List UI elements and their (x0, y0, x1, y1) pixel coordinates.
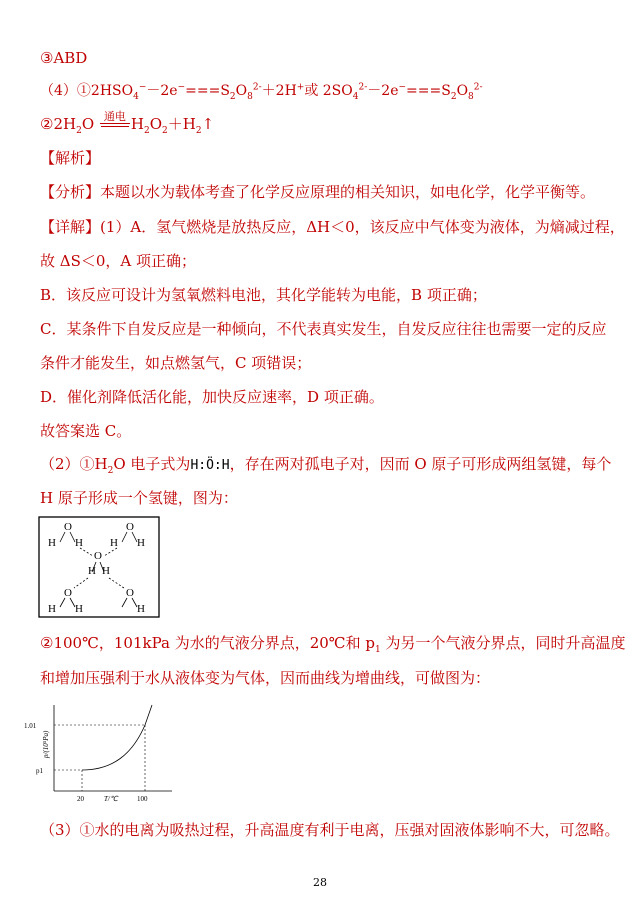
eq-part: ②2H (40, 115, 77, 133)
eq-part: ===S (185, 83, 230, 99)
eq-sup: 2- (358, 82, 368, 93)
text-part: 为另一个气液分界点，同时升高温度 (380, 634, 626, 652)
oxygen-atom: O (126, 587, 134, 599)
answer-line: 故答案选 C。 (40, 422, 132, 440)
hydrogen-atom: H (48, 603, 56, 615)
text-sub: 2 (107, 466, 114, 476)
hydrogen-atom: H (102, 565, 110, 577)
hydrogen-atom: H (75, 537, 83, 549)
detail-line-b: B．该反应可设计为氢氧燃料电池，其化学能转为电能，B 项正确； (40, 286, 487, 304)
eq-sub: 2 (195, 126, 202, 136)
eq-part: O (456, 83, 469, 99)
eq-part: H (130, 115, 144, 133)
page-number: 28 (313, 876, 327, 889)
line-2-equation (40, 81, 483, 101)
text-part: ②100℃，101kPa 为水的气液分界点，20℃和 p (40, 634, 375, 652)
eq-part: O (235, 83, 248, 99)
hydrogen-atom: H (48, 537, 56, 549)
hydrogen-atom: H (137, 537, 145, 549)
part3-line-1: （3）①水的电离为吸热过程，升高温度有利于电离，压强对固液体影响不大，可忽略。 (40, 821, 620, 839)
eq-sup: − (138, 82, 147, 93)
text-part: （2）①H (40, 455, 108, 473)
part2-line-2: H 原子形成一个氢键，图为： (40, 489, 238, 507)
text-sub: 1 (374, 645, 381, 655)
text-part: O 电子式为 (113, 455, 191, 473)
y-tick-1: 1.01 (24, 722, 37, 730)
hydrogen-atom: H (110, 537, 118, 549)
x-axis-label: T/℃ (104, 795, 118, 803)
eq-part: －2e (146, 83, 178, 99)
text-part: ，存在两对孤电子对，因而 O 原子可形成两组氢键，每个 (229, 455, 612, 473)
vapor-curve (82, 705, 152, 770)
oxygen-atom: O (64, 587, 72, 599)
eq-sub: 8 (468, 91, 474, 102)
eq-part: －2e (367, 83, 399, 99)
eq-part: 或 2SO (304, 83, 353, 99)
part2-line-4: 和增加压强利于水从液体变为气体，因而曲线为增曲线，可做图为： (40, 669, 491, 687)
vapor-pressure-chart (22, 700, 182, 810)
condition-label: 通电 (100, 111, 130, 124)
hydrogen-atom: H (137, 603, 145, 615)
electrolysis-condition (100, 110, 130, 134)
eq-sup: 2- (252, 82, 262, 93)
eq-sub: 4 (133, 91, 139, 102)
y-tick-p1: p1 (36, 767, 43, 775)
eq-sup: − (398, 82, 407, 93)
part2-line-3 (40, 633, 625, 653)
oxygen-atom: O (94, 550, 102, 562)
x-tick-100: 100 (137, 795, 148, 803)
detail-line-c2: 条件才能发生，如点燃氢气，C 项错误； (40, 354, 312, 372)
eq-sub: 4 (352, 91, 359, 102)
eq-part: （4）①2HSO (40, 83, 134, 99)
y-axis-label: p/(10⁵Pa) (42, 730, 50, 758)
analysis-line: 【分析】本题以水为载体考查了化学反应原理的相关知识，如电化学，化学平衡等。 (40, 183, 596, 201)
eq-part: ＋2H (261, 83, 297, 99)
x-tick-20: 20 (77, 795, 84, 803)
lewis-structure: H:Ö:H (190, 458, 230, 473)
oxygen-atom: O (64, 521, 72, 533)
detail-line-1: 【详解】(1）A．氢气燃烧是放热反应，ΔH＜0，该反应中气体变为液体，为熵减过程， (40, 218, 625, 236)
eq-sub: 2 (76, 126, 82, 136)
eq-sub: 2 (229, 91, 236, 102)
detail-line-c1: C．某条件下自发反应是一种倾向，不代表真实发生，自发反应往往也需要一定的反应 (40, 320, 607, 338)
line-3-equation (40, 110, 215, 136)
hydrogen-atom: H (75, 603, 83, 615)
detail-line-d: D．催化剂降低活化能，加快反应速率，D 项正确。 (40, 388, 384, 406)
eq-part: ＋H (167, 115, 196, 133)
hydrogen-atom: H (88, 565, 96, 577)
line-1: ③ABD (40, 49, 88, 67)
eq-part: ===S (406, 83, 451, 99)
part2-line-1 (40, 454, 611, 476)
section-jiexi: 【解析】 (40, 149, 101, 167)
eq-part: O (149, 115, 163, 133)
eq-part: ↑ (201, 115, 215, 133)
eq-part: O (81, 115, 95, 133)
hydrogen-bond-figure (38, 516, 160, 618)
eq-sup: 2- (473, 82, 483, 93)
oxygen-atom: O (126, 521, 134, 533)
detail-line-2: 故 ΔS＜0，A 项正确； (40, 252, 197, 270)
eq-sup: + (296, 82, 305, 93)
eq-sup: − (177, 82, 186, 93)
eq-sub: 2 (162, 126, 168, 136)
eq-sub: 8 (247, 91, 253, 102)
eq-sub: 2 (450, 91, 457, 102)
eq-sub: 2 (144, 126, 150, 136)
